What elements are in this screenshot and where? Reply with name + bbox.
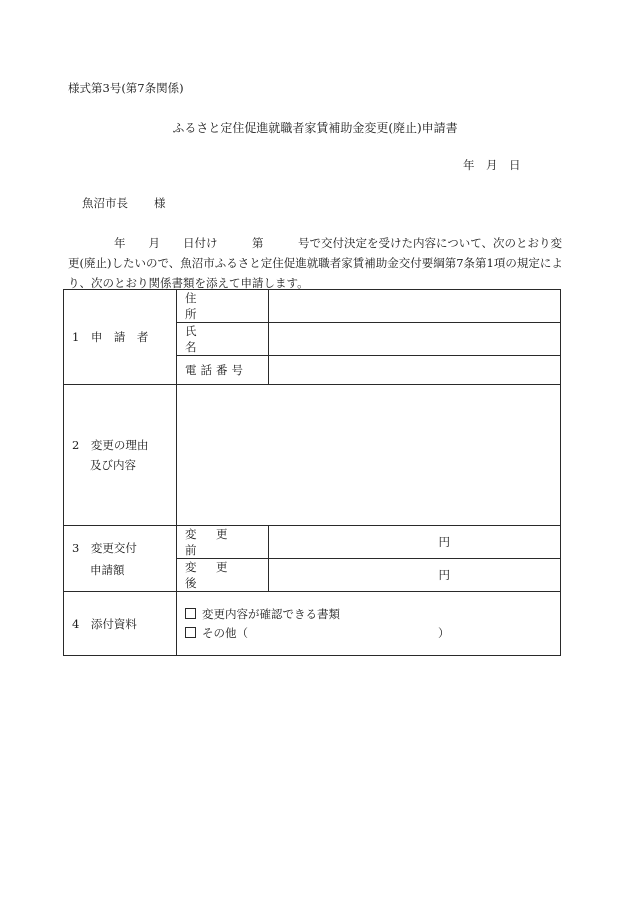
reason-label (64, 385, 177, 526)
reason-field[interactable] (177, 385, 561, 526)
attachments-row (64, 592, 561, 656)
checkbox-icon[interactable] (185, 627, 196, 638)
attachments-cell (177, 592, 561, 656)
checkbox-icon[interactable] (185, 608, 196, 619)
name-field[interactable] (269, 323, 561, 356)
addressee-name: 魚沼市長 (82, 196, 128, 210)
attachment-item-2-close: ） (438, 625, 450, 640)
attachment-item-2 (185, 624, 552, 643)
application-form-table (63, 289, 561, 656)
reason-label-line1: 2 変更の理由 (72, 438, 149, 452)
phone-label: 電話番号 (177, 356, 269, 385)
attachment-item-1-label: 変更内容が確認できる書類 (202, 606, 340, 621)
reason-row (64, 385, 561, 526)
addressee-honorific: 様 (154, 196, 166, 210)
amount-before-row (64, 526, 561, 559)
attachment-item-1 (185, 605, 552, 624)
name-label: 氏 名 (177, 323, 269, 356)
amount-before-unit: 円 (438, 535, 450, 549)
address-label: 住 所 (177, 290, 269, 323)
reason-label-line2: 及び内容 (90, 458, 136, 472)
applicant-address-row (64, 290, 561, 323)
address-field[interactable] (269, 290, 561, 323)
attachment-item-2-label: その他（ (202, 625, 248, 640)
phone-field[interactable] (269, 356, 561, 385)
form-number: 様式第3号(第7条関係) (68, 81, 184, 95)
attachments-label: 4 添付資料 (64, 592, 177, 656)
amount-after-field[interactable] (269, 559, 561, 592)
amount-label-line1: 3 変更交付 (72, 540, 137, 555)
addressee (82, 195, 166, 211)
applicant-label: 1 申 請 者 (64, 290, 177, 385)
amount-after-label: 変 更 後 (177, 559, 269, 592)
amount-after-unit: 円 (438, 568, 450, 582)
amount-label-line2: 申請額 (90, 562, 125, 577)
document-title: ふるさと定住促進就職者家賃補助金変更(廃止)申請書 (172, 121, 458, 135)
date-line: 年 月 日 (463, 158, 521, 172)
amount-before-label: 変 更 前 (177, 526, 269, 559)
body-text: 年 月 日付け 第 号で交付決定を受けた内容について、次のとおり変更(廃止)したいので、魚沼市ふるさと定住促進就職者家賃補助金交付要綱第7条第1項の規定により、次のとおり関係書類を添えて申請します。 (68, 236, 563, 290)
amount-before-field[interactable] (269, 526, 561, 559)
amount-label (64, 526, 177, 592)
